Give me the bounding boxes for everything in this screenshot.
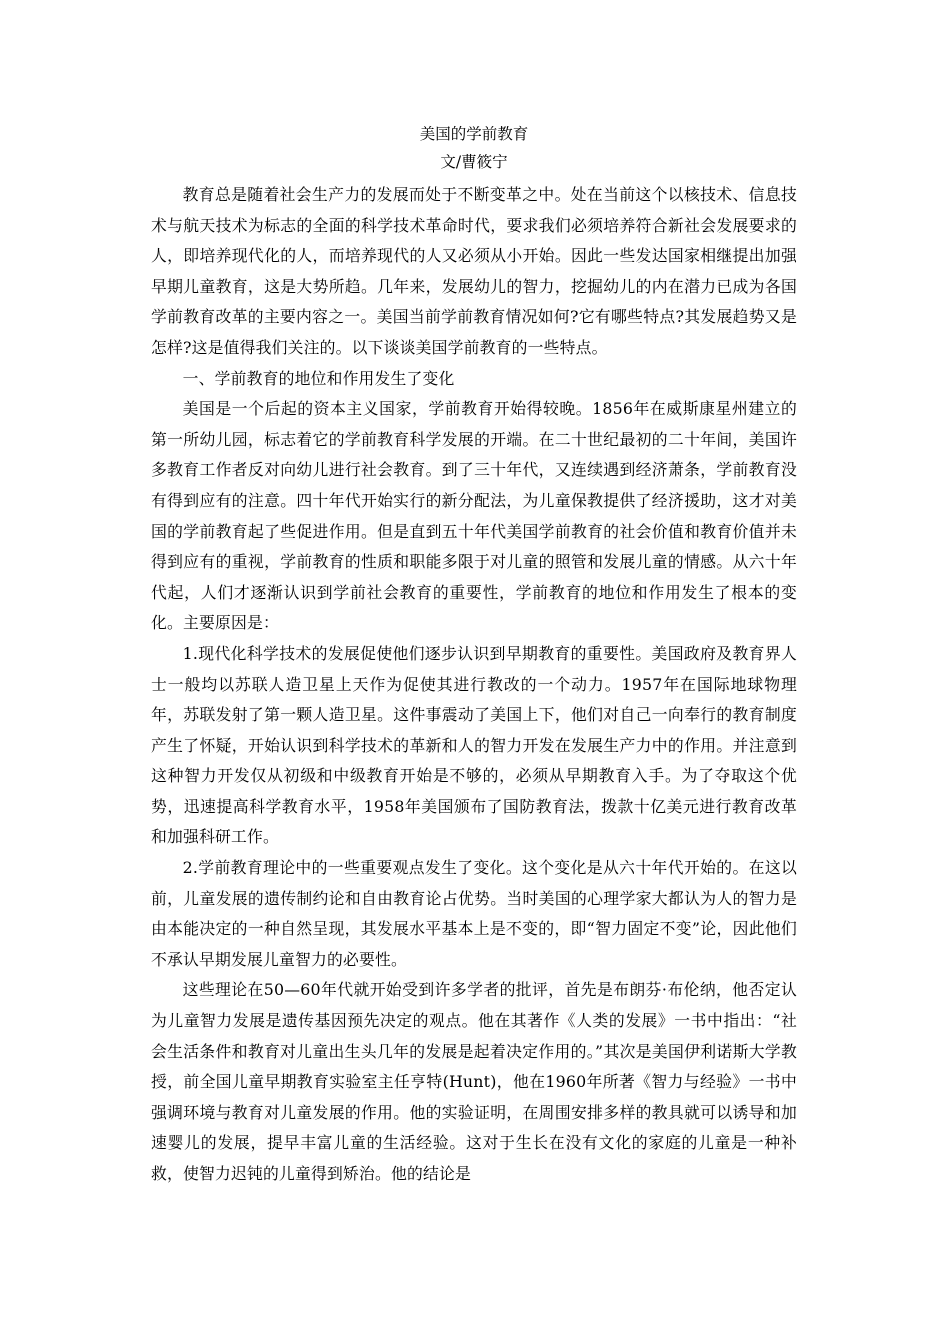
- document-title: 美国的学前教育: [419, 125, 529, 143]
- section-heading-1: 一、学前教育的地位和作用发生了变化: [182, 368, 455, 388]
- document-page: [151, 120, 797, 1190]
- paragraph-intro: 教育总是随着社会生产力的发展而处于不断变革之中。处在当前这个以核技术、信息技术与航天技术为标志的全面的科学技术革命时代，要求我们必须培养符合新社会发展要求的人，即培养现代化的人，而培养现代的人又必须从小开始。因此一些发达国家相继提出加强早期儿童教育，这是大势所趋。几年来，发展幼儿的智力，挖掘幼儿的内在潜力已成为各国学前教育改革的主要内容之一。美国当前学前教育情况如何?它有哪些特点?其发展趋势又是怎样?这是值得我们关注的。以下谈谈美国学前教育的一些特点。: [151, 185, 797, 357]
- paragraph-theories: 这些理论在50—60年代就开始受到许多学者的批评，首先是布朗芬·布伦纳，他否定认为儿童智力发展是遗传基因预先决定的观点。他在其著作《人类的发展》一书中指出：“社会生活条件和教育对儿童出生头几年的发展是起着决定作用的。”其次是美国伊利诺斯大学教授，前全国儿童早期教育实验室主任亨特(Hunt)，他在1960年所著《智力与经验》一书中强调环境与教育对儿童发展的作用。他的实验证明，在周围安排多样的教具就可以诱导和加速婴儿的发展，提早丰富儿童的生活经验。这对于生长在没有文化的家庭的儿童是一种补救，使智力迟钝的儿童得到矫治。他的结论是: [151, 980, 797, 1183]
- document-author: 文/曹筱宁: [440, 153, 508, 171]
- paragraph-reason-2: 2.学前教育理论中的一些重要观点发生了变化。这个变化是从六十年代开始的。在这以前，儿童发展的遗传制约论和自由教育论占优势。当时美国的心理学家大都认为人的智力是由本能决定的一种自然呈现，其发展水平基本上是不变的，即“智力固定不变”论，因此他们不承认早期发展儿童智力的必要性。: [151, 858, 797, 969]
- paragraph-history: 美国是一个后起的资本主义国家，学前教育开始得较晚。1856年在威斯康星州建立的第一所幼儿园，标志着它的学前教育科学发展的开端。在二十世纪最初的二十年间，美国许多教育工作者反对向幼儿进行社会教育。到了三十年代，又连续遇到经济萧条，学前教育没有得到应有的注意。四十年代开始实行的新分配法，为儿童保教提供了经济援助，这才对美国的学前教育起了些促进作用。但是直到五十年代美国学前教育的社会价值和教育价值并未得到应有的重视，学前教育的性质和职能多限于对儿童的照管和发展儿童的情感。从六十年代起，人们才逐渐认识到学前社会教育的重要性，学前教育的地位和作用发生了根本的变化。主要原因是：: [151, 399, 797, 633]
- paragraph-reason-1: 1.现代化科学技术的发展促使他们逐步认识到早期教育的重要性。美国政府及教育界人士一般均以苏联人造卫星上天作为促使其进行教改的一个动力。1957年在国际地球物理年，苏联发射了第一颗人造卫星。这件事震动了美国上下，他们对自己一向奉行的教育制度产生了怀疑，开始认识到科学技术的革新和人的智力开发在发展生产力中的作用。并注意到这种智力开发仅从初级和中级教育开始是不够的，必须从早期教育入手。为了夺取这个优势，迅速提高科学教育水平，1958年美国颁布了国防教育法，拨款十亿美元进行教育改革和加强科研工作。: [151, 643, 797, 847]
